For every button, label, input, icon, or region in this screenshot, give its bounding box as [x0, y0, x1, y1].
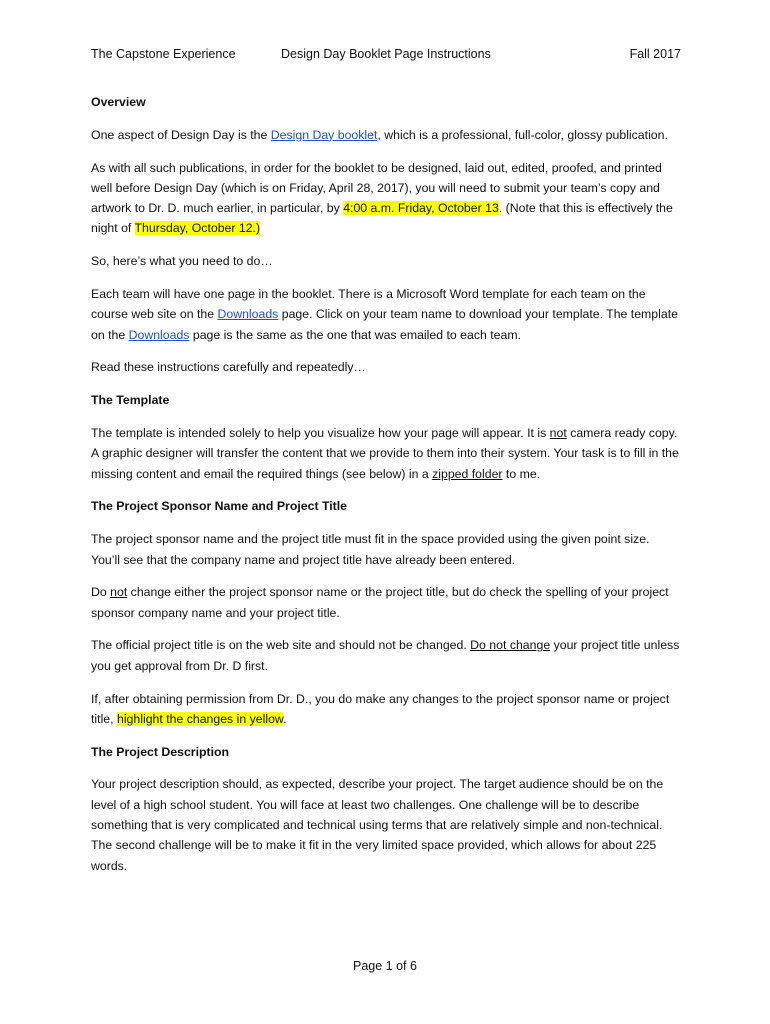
underlined-not: not [110, 585, 128, 600]
design-day-booklet-link[interactable]: Design Day booklet [270, 127, 378, 142]
text-run: . (Note that this is effectively the night of [91, 201, 673, 236]
paragraph-team-page [91, 284, 681, 345]
paragraph-booklet-intro [91, 125, 681, 145]
underlined-zipped-folder: zipped folder [432, 466, 503, 481]
underlined-not: not [549, 426, 567, 441]
text-run: your project title unless you get approval from Dr. D first. [91, 638, 680, 673]
text-run: to me. [502, 466, 541, 481]
text-run: page. Click on your team name to download your template. The template on the [91, 307, 678, 342]
text-run: The official project title is on the web site and should not be changed. [91, 638, 471, 653]
document-body [91, 92, 681, 888]
text-run: change either the project sponsor name or the project title, but do check the spelling of your project sponsor company name and your project title. [91, 585, 669, 620]
page-number: Page 1 of 6 [353, 959, 417, 973]
header-document-title: Design Day Booklet Page Instructions [281, 47, 491, 61]
paragraph-deadline [91, 158, 681, 239]
text-run: The template is intended solely to help you visualize how your page will appear. It is [91, 426, 550, 441]
text-run: If, after obtaining permission from Dr. D., you do make any changes to the project sponsor name or project title, [91, 691, 670, 726]
downloads-link-2[interactable]: Downloads [128, 327, 190, 342]
text-run: , which is a professional, full-color, glossy publication. [377, 127, 668, 142]
text-run: As with all such publications, in order for the booklet to be designed, laid out, edited, proofed, and printed well before Design Day (which is on Friday, April 28, 2017), you will need to submit your team’s copy and artwork to Dr. D. much earlier, in particular, by [91, 160, 662, 216]
paragraph-read-instructions: Read these instructions carefully and repeatedly… [91, 360, 366, 375]
paragraph-official-title [91, 635, 681, 676]
paragraph-what-to-do: So, here’s what you need to do… [91, 254, 273, 269]
paragraph-template [91, 423, 681, 484]
paragraph-description: Your project description should, as expected, describe your project. The target audience should be on the level of a high school student. You will face at least two challenges. One challenge will be to describe something that is very complicated and technical using terms that are relatively simple and non-technical. The second challenge will be to make it fit in the very limited space provided, which allows for about 225 words. [91, 777, 664, 873]
text-run: camera ready copy. A graphic designer will transfer the content that we provide to them into their system. Your task is to fill in the missing content and email the required things (see below) in a [91, 426, 679, 481]
text-run: Each team will have one page in the booklet. There is a Microsoft Word template for each team on the course web site on the [91, 287, 646, 322]
page-header [91, 47, 681, 67]
header-term: Fall 2017 [629, 47, 681, 61]
paragraph-sponsor-no-change [91, 582, 681, 623]
heading-project-description: The Project Description [91, 744, 230, 759]
heading-template: The Template [91, 393, 170, 408]
text-run: page is the same as the one that was emailed to each team. [189, 327, 521, 342]
heading-sponsor-title: The Project Sponsor Name and Project Title [91, 499, 348, 514]
underlined-do-not-change: Do not change [470, 638, 551, 653]
highlighted-instruction: highlight the changes in yellow [116, 711, 284, 726]
header-course-title: The Capstone Experience [91, 47, 236, 61]
downloads-link[interactable]: Downloads [217, 307, 279, 322]
text-run: . [283, 711, 287, 726]
paragraph-highlight-changes [91, 689, 681, 730]
text-run: One aspect of Design Day is the [91, 127, 271, 142]
text-run: Do [91, 585, 111, 600]
highlighted-deadline-night: Thursday, October 12.) [134, 221, 261, 236]
heading-overview: Overview [91, 95, 146, 109]
paragraph-sponsor-fit: The project sponsor name and the project title must fit in the space provided using the given point size. You’ll see that the company name and project title have already been entered. [91, 532, 650, 567]
highlighted-deadline: 4:00 a.m. Friday, October 13 [343, 201, 499, 216]
